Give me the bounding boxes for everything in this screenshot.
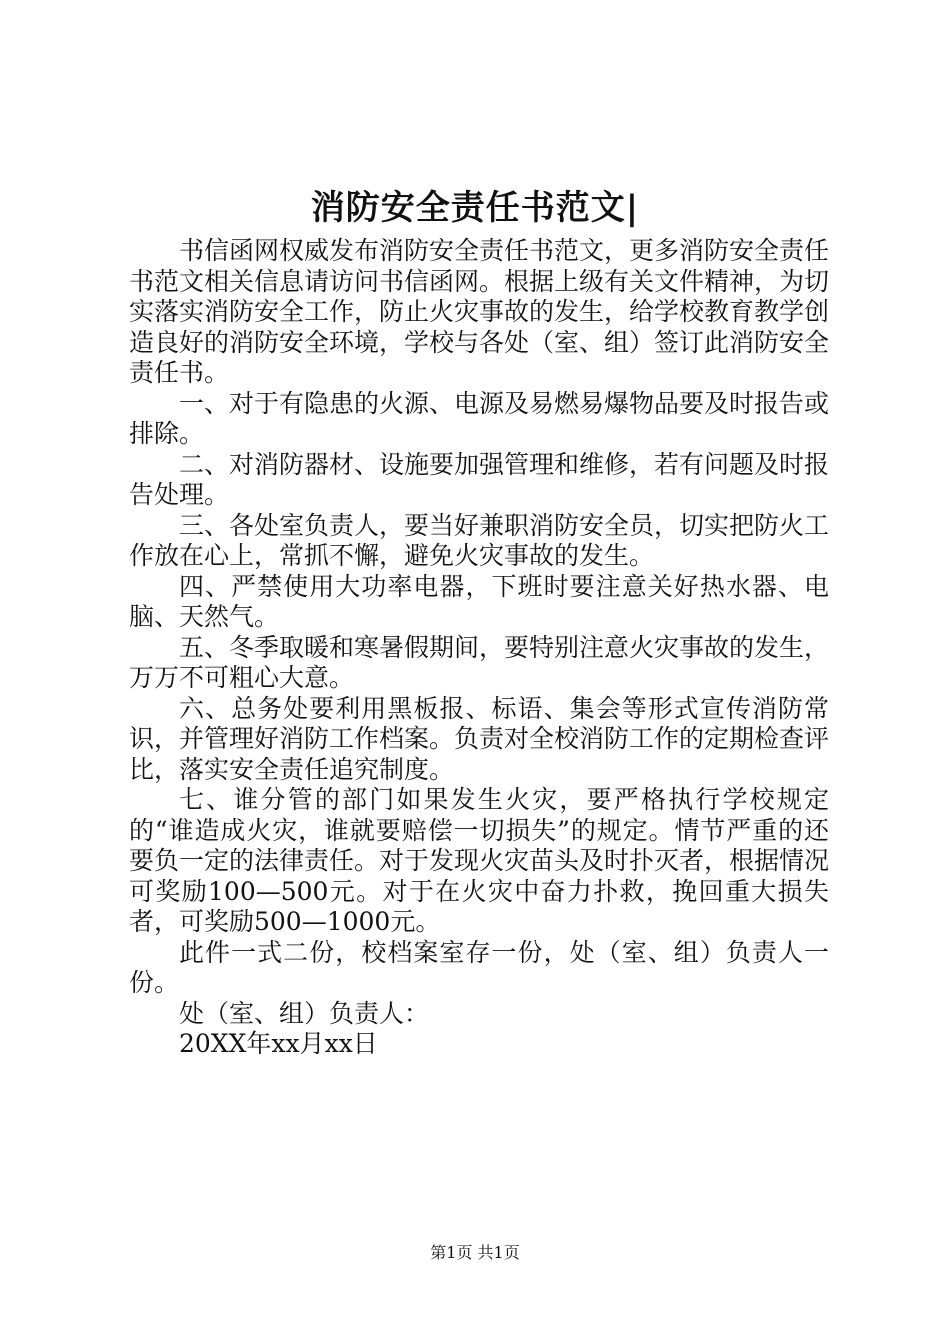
document-body — [129, 236, 829, 1060]
paragraph-item-5: 五、冬季取暖和寒暑假期间，要特别注意火灾事故的发生，万万不可粗心大意。 — [129, 632, 830, 692]
signature-line: 处（室、组）负责人： — [179, 998, 430, 1028]
paragraph-copies: 此件一式二份，校档案室存一份，处（室、组）负责人一份。 — [129, 937, 829, 997]
paragraph-item-4: 四、严禁使用大功率电器，下班时要注意关好热水器、电脑、天然气。 — [129, 571, 829, 631]
date-line: 20XX年xx月xx日 — [179, 1029, 378, 1058]
document-title: 消防安全责任书范文| — [310, 188, 640, 228]
paragraph-intro: 书信函网权威发布消防安全责任书范文，更多消防安全责任书范文相关信息请访问书信函网。根据上级有关文件精神，为切实落实消防安全工作，防止火灾事故的发生，给学校教育教学创造良好的消防安全环境，学校与各处（室、组）签订此消防安全责任书。 — [129, 236, 830, 387]
paragraph-item-6: 六、总务处要利用黑板报、标语、集会等形式宣传消防常识，并管理好消防工作档案。负责对全校消防工作的定期检查评比，落实安全责任追究制度。 — [129, 693, 830, 784]
paragraph-item-3: 三、各处室负责人，要当好兼职消防安全员，切实把防火工作放在心上，常抓不懈，避免火灾事故的发生。 — [129, 510, 830, 570]
page-footer: 第1页 共1页 — [430, 1243, 520, 1262]
paragraph-item-1: 一、对于有隐患的火源、电源及易燃易爆物品要及时报告或排除。 — [129, 388, 830, 448]
paragraph-item-2: 二、对消防器材、设施要加强管理和维修，若有问题及时报告处理。 — [129, 449, 830, 509]
paragraph-item-7: 七、谁分管的部门如果发生火灾，要严格执行学校规定的“谁造成火灾，谁就要赔偿一切损失”的规定。情节严重的还要负一定的法律责任。对于发现火灾苗头及时扑灭者，根据情况可奖励100—500元。对于在火灾中奋力扑救，挽回重大损失者，可奖励500—1000元。 — [129, 785, 830, 936]
